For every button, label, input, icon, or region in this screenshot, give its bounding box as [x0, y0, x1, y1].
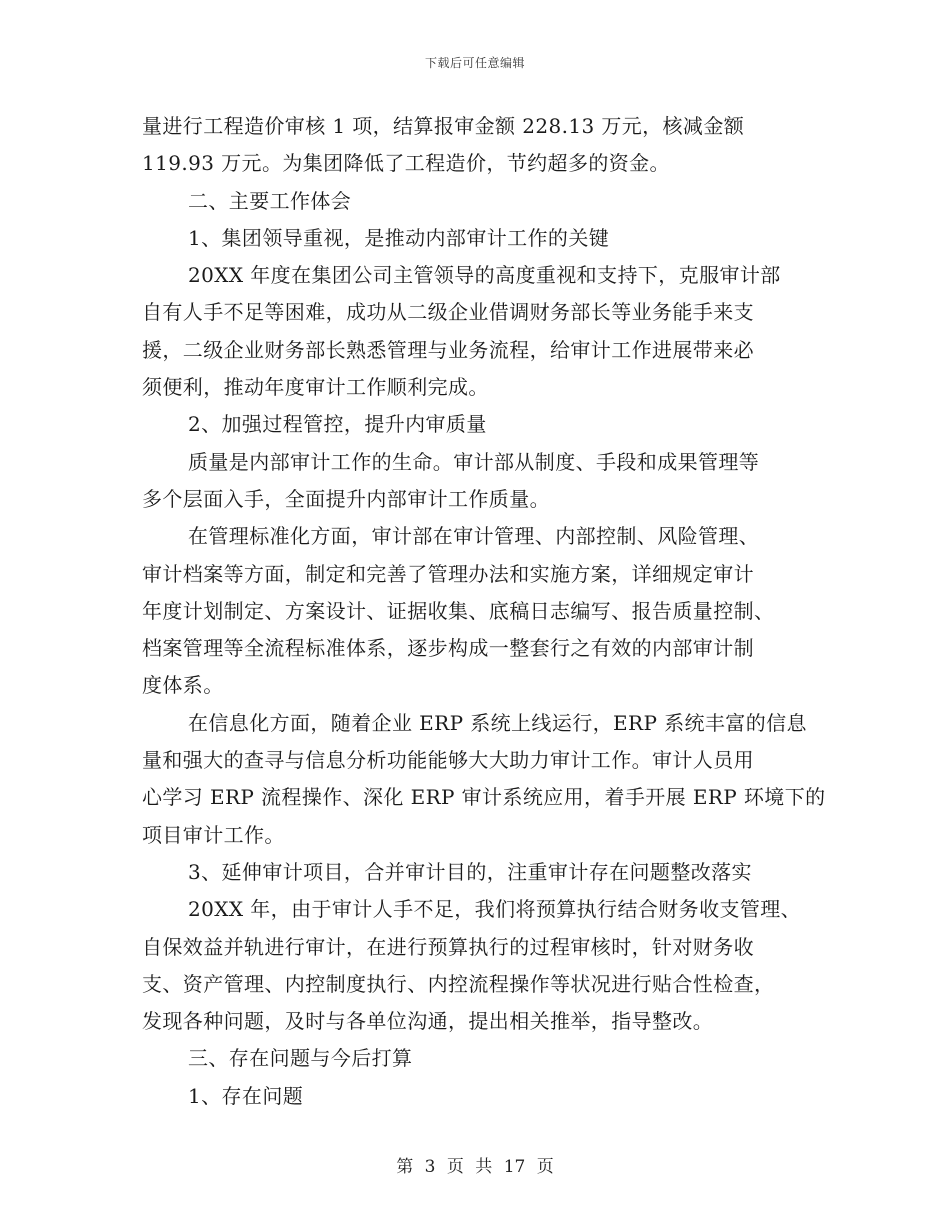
- body-line: 须便利，推动年度审计工作顺利完成。: [142, 375, 489, 400]
- document-body: [142, 108, 826, 1115]
- body-line: 量进行工程造价审核 1 项，结算报审金额 228.13 万元，核减金额: [142, 114, 745, 138]
- body-line: 119.93 万元。为集团降低了工程造价，节约超多的资金。: [142, 151, 670, 176]
- body-line: 援，二级企业财务部长熟悉管理与业务流程，给审计工作进展带来必: [142, 337, 754, 362]
- body-line: 20XX 年，由于审计人手不足，我们将预算执行结合财务收支管理、: [188, 897, 802, 922]
- subsection-heading: 3、延伸审计项目，合并审计目的，注重审计存在问题整改落实: [188, 859, 752, 884]
- subsection-heading: 2、加强过程管控，提升内审质量: [188, 412, 487, 437]
- body-line: 量和强大的查寻与信息分析功能能够大大助力审计工作。审计人员用: [142, 748, 754, 773]
- subsection-heading: 1、存在问题: [188, 1083, 304, 1108]
- body-line: 项目审计工作。: [142, 822, 285, 847]
- body-line: 支、资产管理、内控制度执行、内控流程操作等状况进行贴合性检查，: [142, 971, 775, 996]
- body-line: 自保效益并轨进行审计，在进行预算执行的过程审核时，针对财务收: [142, 934, 754, 959]
- body-line: 质量是内部审计工作的生命。审计部从制度、手段和成果管理等: [188, 449, 760, 474]
- body-line: 档案管理等全流程标准体系，逐步构成一整套行之有效的内部审计制: [142, 636, 754, 661]
- body-line: 自有人手不足等困难，成功从二级企业借调财务部长等业务能手来支: [142, 300, 754, 325]
- body-line: 心学习 ERP 流程操作、深化 ERP 审计系统应用，着手开展 ERP 环境下的: [142, 785, 826, 810]
- body-line: 发现各种问题，及时与各单位沟通，提出相关推举，指导整改。: [142, 1009, 714, 1034]
- body-line: 审计档案等方面，制定和完善了管理办法和实施方案，详细规定审计: [142, 561, 754, 586]
- body-line: 年度计划制定、方案设计、证据收集、底稿日志编写、报告质量控制、: [142, 598, 775, 623]
- body-line: 多个层面入手，全面提升内部审计工作质量。: [142, 486, 550, 511]
- section-heading: 二、主要工作体会: [188, 188, 352, 213]
- body-line: 在管理标准化方面，审计部在审计管理、内部控制、风险管理、: [188, 524, 760, 549]
- body-line: 在信息化方面，随着企业 ERP 系统上线运行，ERP 系统丰富的信息: [188, 710, 807, 735]
- section-heading: 三、存在问题与今后打算: [188, 1046, 413, 1071]
- subsection-heading: 1、集团领导重视，是推动内部审计工作的关键: [188, 225, 610, 250]
- page-number: 第 3 页 共 17 页: [396, 1157, 554, 1177]
- body-line: 20XX 年度在集团公司主管领导的高度重视和支持下，克服审计部: [188, 263, 781, 288]
- body-line: 度体系。: [142, 673, 224, 698]
- page-header: 下载后可任意编辑: [424, 56, 525, 70]
